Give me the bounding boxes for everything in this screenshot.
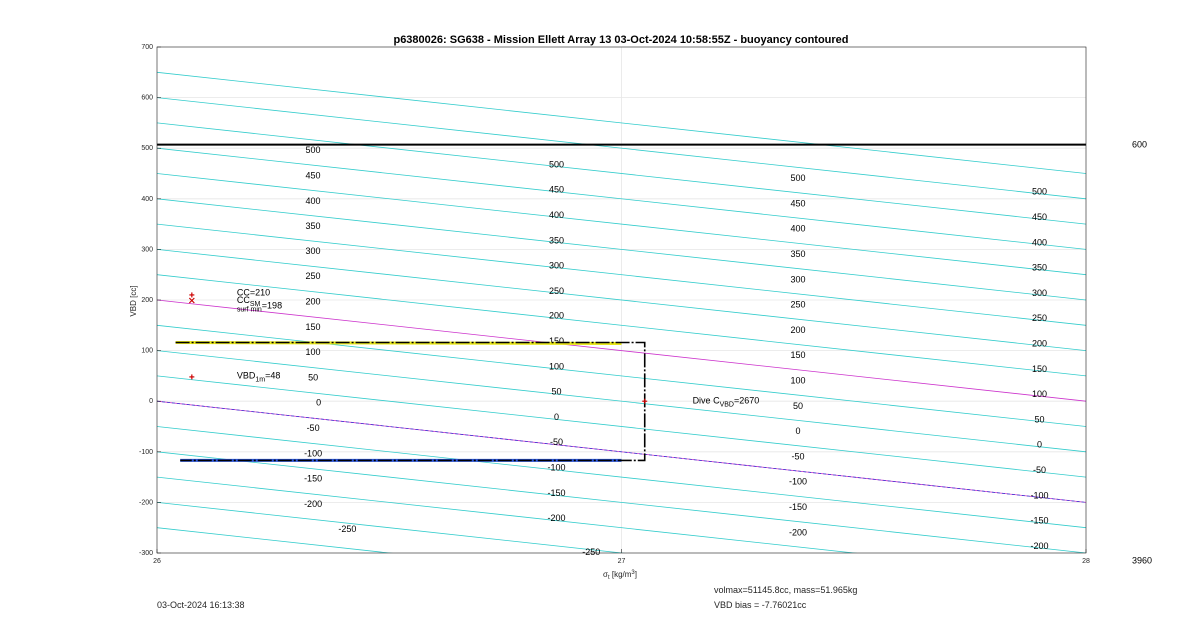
- contour-label: 100: [1032, 389, 1048, 400]
- marker-plus: [642, 399, 647, 404]
- contour-label: 450: [790, 198, 806, 209]
- contour-label: 300: [548, 260, 564, 271]
- annotation-sub: 1m: [255, 376, 266, 384]
- contour-label: -250: [582, 546, 601, 557]
- contour-label: 450: [1032, 212, 1048, 223]
- contour-label: 400: [1032, 237, 1048, 248]
- contour-label: 50: [308, 372, 319, 383]
- contour-label: 100: [305, 347, 321, 358]
- y-tick-label: 400: [141, 195, 153, 203]
- contour-label: 150: [1032, 363, 1048, 374]
- y-tick-label: 200: [141, 297, 153, 304]
- contour-label: 150: [548, 335, 564, 346]
- contour-label: 200: [1032, 338, 1048, 349]
- contour-label: 350: [790, 248, 806, 259]
- contour-label: 250: [1032, 313, 1048, 324]
- annotation: [237, 370, 281, 383]
- contour-label: 450: [305, 170, 321, 181]
- x-tick-label: 26: [153, 558, 161, 565]
- y-tick-label: -100: [138, 448, 153, 456]
- y-tick-label: -200: [138, 499, 153, 507]
- x-axis-label-main: σ: [603, 570, 608, 579]
- contour-label: -150: [304, 473, 323, 484]
- annotation-main: CC: [236, 287, 250, 298]
- contour-label: 300: [790, 274, 806, 285]
- contour-label: 250: [548, 285, 564, 296]
- contour-label: 50: [1034, 414, 1045, 425]
- contour-label: -100: [1030, 490, 1049, 501]
- contour-label: 300: [305, 245, 321, 256]
- annotation-sub: VBD: [719, 401, 734, 409]
- contour-label: -50: [791, 451, 805, 462]
- contour-labels: [304, 145, 1048, 557]
- contour-label: 100: [790, 375, 806, 386]
- y-tick-label: 500: [141, 145, 153, 153]
- contour-label: -200: [789, 527, 808, 538]
- contour-label: -100: [789, 476, 808, 487]
- contour-label: -50: [306, 423, 320, 434]
- x-axis-label-end: ]: [634, 570, 637, 579]
- annotation-sub: SM: [249, 301, 261, 308]
- contour-label: 500: [790, 173, 806, 184]
- contour-label: 50: [551, 386, 562, 397]
- marker-plus: [189, 374, 194, 379]
- annotation-main: CC: [236, 295, 250, 305]
- contour-label: 300: [1032, 287, 1048, 298]
- x-axis-label-rest: [kg/m: [609, 570, 632, 579]
- contour-label: 0: [553, 411, 559, 422]
- contour-label: -150: [1030, 515, 1049, 526]
- x-axis-label-sub: t: [607, 575, 610, 581]
- contour-label: 0: [795, 426, 801, 437]
- y-tick-label: 100: [141, 347, 153, 355]
- contour-label: -200: [547, 513, 566, 524]
- right-edge-label: 3960: [1132, 555, 1153, 566]
- contour-label: 50: [793, 400, 804, 411]
- contour-label: 250: [305, 271, 321, 282]
- y-tick-label: -300: [138, 550, 153, 557]
- annotation-rest: =2670: [733, 395, 760, 406]
- contour-label: 350: [1032, 262, 1048, 273]
- contour-label: 250: [790, 299, 806, 310]
- contour-label: 500: [305, 145, 321, 156]
- annotation-rest: =210: [249, 287, 271, 298]
- tick-labels: [139, 44, 1152, 566]
- x-tick-label: 27: [617, 558, 626, 565]
- y-tick-label: 0: [149, 398, 153, 406]
- y-tick-label: 700: [141, 44, 153, 51]
- contour-label: 400: [548, 209, 564, 220]
- contour-label: -150: [547, 487, 566, 498]
- contour-label: 350: [548, 235, 564, 246]
- contour-label: 450: [548, 184, 564, 195]
- marker-plus: [189, 292, 194, 297]
- annotation-rest: =198: [261, 300, 283, 311]
- contour-label: -100: [304, 448, 323, 459]
- contour-label: -150: [789, 501, 808, 512]
- annotation-sub: surf min: [236, 306, 262, 314]
- x-axis-label: [603, 570, 637, 581]
- footer-volmax: volmax=51145.8cc, mass=51.965kg: [714, 585, 858, 595]
- footer-vbd-bias: VBD bias = -7.76021cc: [714, 600, 807, 610]
- contour-label: -50: [1033, 465, 1047, 476]
- contour-label: -200: [304, 498, 323, 509]
- y-tick-label: 300: [141, 246, 153, 254]
- contour-label: -250: [338, 524, 357, 535]
- contour-label: 150: [790, 350, 806, 361]
- right-edge-label: 600: [1132, 139, 1148, 150]
- contour-label: -200: [1030, 540, 1049, 551]
- contour-label: 200: [305, 296, 321, 307]
- contour-label: 0: [316, 397, 322, 408]
- footer-date: 03-Oct-2024 16:13:38: [157, 600, 245, 610]
- contour-label: 150: [305, 321, 321, 332]
- x-tick-label: 28: [1082, 558, 1090, 565]
- chart-title: p6380026: SG638 - Mission Ellett Array 13 03-Oct-2024 10:58:55Z - buoyancy contoured: [393, 34, 849, 46]
- annotation-main: VBD: [236, 370, 256, 381]
- y-tick-label: 600: [141, 94, 153, 102]
- annotation: [693, 396, 760, 409]
- contour-label: 400: [790, 223, 806, 234]
- contour-label: 500: [1032, 186, 1048, 197]
- y-axis-label: VBD [cc]: [129, 285, 138, 317]
- contour-label: 200: [790, 324, 806, 335]
- annotation-rest: =48: [265, 370, 281, 381]
- marker-cross: [189, 298, 194, 303]
- x-axis-label-sup: 3: [631, 570, 635, 576]
- contour-label: 0: [1037, 439, 1043, 450]
- contour-label: -100: [547, 462, 566, 473]
- annotation-main: Dive C: [692, 395, 720, 406]
- contour-label: 350: [305, 221, 321, 232]
- contour-label: 100: [548, 361, 564, 372]
- contour-label: 200: [548, 310, 564, 321]
- contour-label: 400: [305, 195, 321, 206]
- contour-label: 500: [548, 159, 564, 170]
- contour-label: -50: [549, 437, 563, 448]
